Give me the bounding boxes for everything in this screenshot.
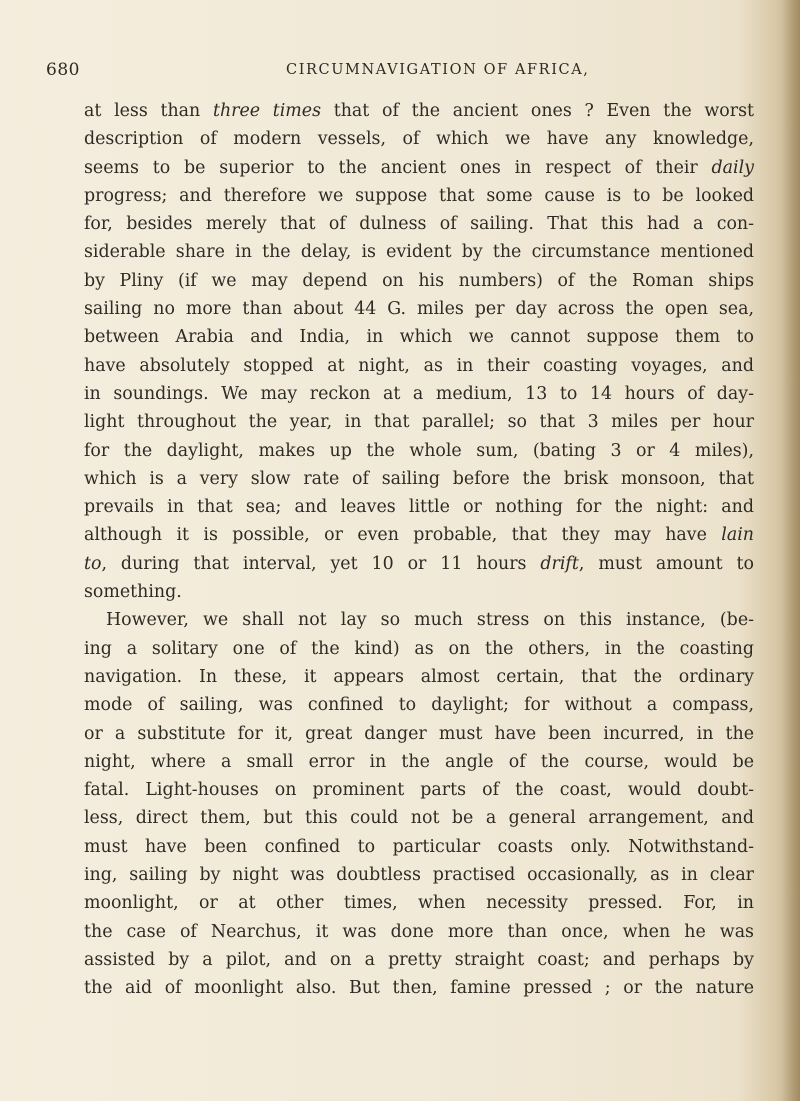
text-line xyxy=(84,238,754,266)
text-line xyxy=(84,804,754,832)
page-number: 680 xyxy=(46,60,80,80)
text-line xyxy=(84,352,754,380)
text-line xyxy=(84,465,754,493)
text-segment: ing, sailing by night was doubtless practised occasionally, as in clear xyxy=(84,865,754,886)
text-line xyxy=(84,776,754,804)
text-line xyxy=(84,720,754,748)
text-line xyxy=(84,182,754,210)
text-line xyxy=(84,154,754,182)
italic-text: to xyxy=(84,553,102,574)
text-segment: less, direct them, but this could not be a general arrangement, and xyxy=(84,808,754,829)
text-segment: for the daylight, makes up the whole sum, (bating 3 or 4 miles), xyxy=(84,440,754,461)
text-segment: the aid of moonlight also. But then, famine pressed ; or the nature xyxy=(84,978,754,999)
text-line xyxy=(84,974,754,1002)
text-segment: prevails in that sea; and leaves little or nothing for the night: and xyxy=(84,497,754,518)
text-line xyxy=(84,918,754,946)
text-segment: or a substitute for it, great danger must have been incurred, in the xyxy=(84,723,754,744)
text-segment: have absolutely stopped at night, as in their coasting voyages, and xyxy=(84,355,754,376)
text-line xyxy=(84,521,754,549)
text-line xyxy=(84,946,754,974)
text-segment: in soundings. We may reckon at a medium, 13 to 14 hours of day- xyxy=(84,383,754,404)
text-segment: by Pliny (if we may depend on his numbers) of the Roman ships xyxy=(84,270,754,291)
text-segment: moonlight, or at other times, when necessity pressed. For, in xyxy=(84,893,754,914)
text-segment: light throughout the year, in that parallel; so that 3 miles per hour xyxy=(84,412,754,433)
text-segment: for, besides merely that of dulness of sailing. That this had a con- xyxy=(84,214,754,235)
text-line xyxy=(84,578,754,606)
text-line xyxy=(84,861,754,889)
text-segment: However, we shall not lay so much stress on this instance, (be- xyxy=(106,610,754,631)
text-line xyxy=(84,295,754,323)
italic-text: daily xyxy=(711,157,754,178)
italic-text: three times xyxy=(212,101,322,121)
text-segment: mode of sailing, was confined to daylight; for without a compass, xyxy=(84,695,754,716)
text-line xyxy=(84,97,754,125)
text-line xyxy=(84,408,754,436)
text-segment: progress; and therefore we suppose that some cause is to be looked xyxy=(84,185,754,206)
text-segment: although it is possible, or even probable, that they may have xyxy=(84,525,722,546)
text-line xyxy=(84,635,754,663)
text-line xyxy=(84,606,754,634)
text-line xyxy=(84,691,754,719)
text-line xyxy=(84,210,754,238)
text-segment: must have been confined to particular coasts only. Notwithstand- xyxy=(84,836,754,857)
text-line xyxy=(84,380,754,408)
text-line xyxy=(84,323,754,351)
text-segment: sailing no more than about 44 G. miles per day across the open sea, xyxy=(84,299,754,320)
page-header xyxy=(46,60,746,84)
body-text xyxy=(84,97,754,1003)
text-segment: something. xyxy=(84,582,182,603)
text-line xyxy=(84,833,754,861)
italic-text: lain xyxy=(721,525,754,546)
page-edge-shadow xyxy=(782,0,800,1101)
text-segment: at less than xyxy=(84,101,213,121)
text-line xyxy=(84,748,754,776)
text-segment: ing a solitary one of the kind) as on the others, in the coasting xyxy=(84,638,754,659)
text-segment: fatal. Light-houses on prominent parts of the coast, would doubt- xyxy=(84,780,754,801)
text-segment: between Arabia and India, in which we cannot suppose them to xyxy=(84,327,754,348)
italic-text: drift xyxy=(540,553,579,574)
text-line xyxy=(84,125,754,153)
text-segment: night, where a small error in the angle of the course, would be xyxy=(84,751,754,772)
running-head: CIRCUMNAVIGATION OF AFRICA, xyxy=(286,62,590,78)
text-segment: navigation. In these, it appears almost certain, that the ordinary xyxy=(84,666,754,687)
text-line xyxy=(84,437,754,465)
text-segment: , during that interval, yet 10 or 11 hours xyxy=(101,553,541,574)
text-segment: , must amount to xyxy=(578,553,754,574)
text-segment: which is a very slow rate of sailing before the brisk monsoon, that xyxy=(84,468,754,489)
text-line xyxy=(84,493,754,521)
text-segment: the case of Nearchus, it was done more than once, when he was xyxy=(84,921,754,942)
text-segment: assisted by a pilot, and on a pretty straight coast; and perhaps by xyxy=(84,949,754,970)
text-line xyxy=(84,550,754,578)
text-line xyxy=(84,889,754,917)
text-segment: that of the ancient ones ? Even the worst xyxy=(321,101,754,121)
text-line xyxy=(84,663,754,691)
text-line xyxy=(84,267,754,295)
text-segment: seems to be superior to the ancient ones in respect of their xyxy=(84,157,712,178)
text-segment: description of modern vessels, of which we have any knowledge, xyxy=(84,129,754,150)
text-segment: siderable share in the delay, is evident by the circumstance mentioned xyxy=(84,242,754,263)
